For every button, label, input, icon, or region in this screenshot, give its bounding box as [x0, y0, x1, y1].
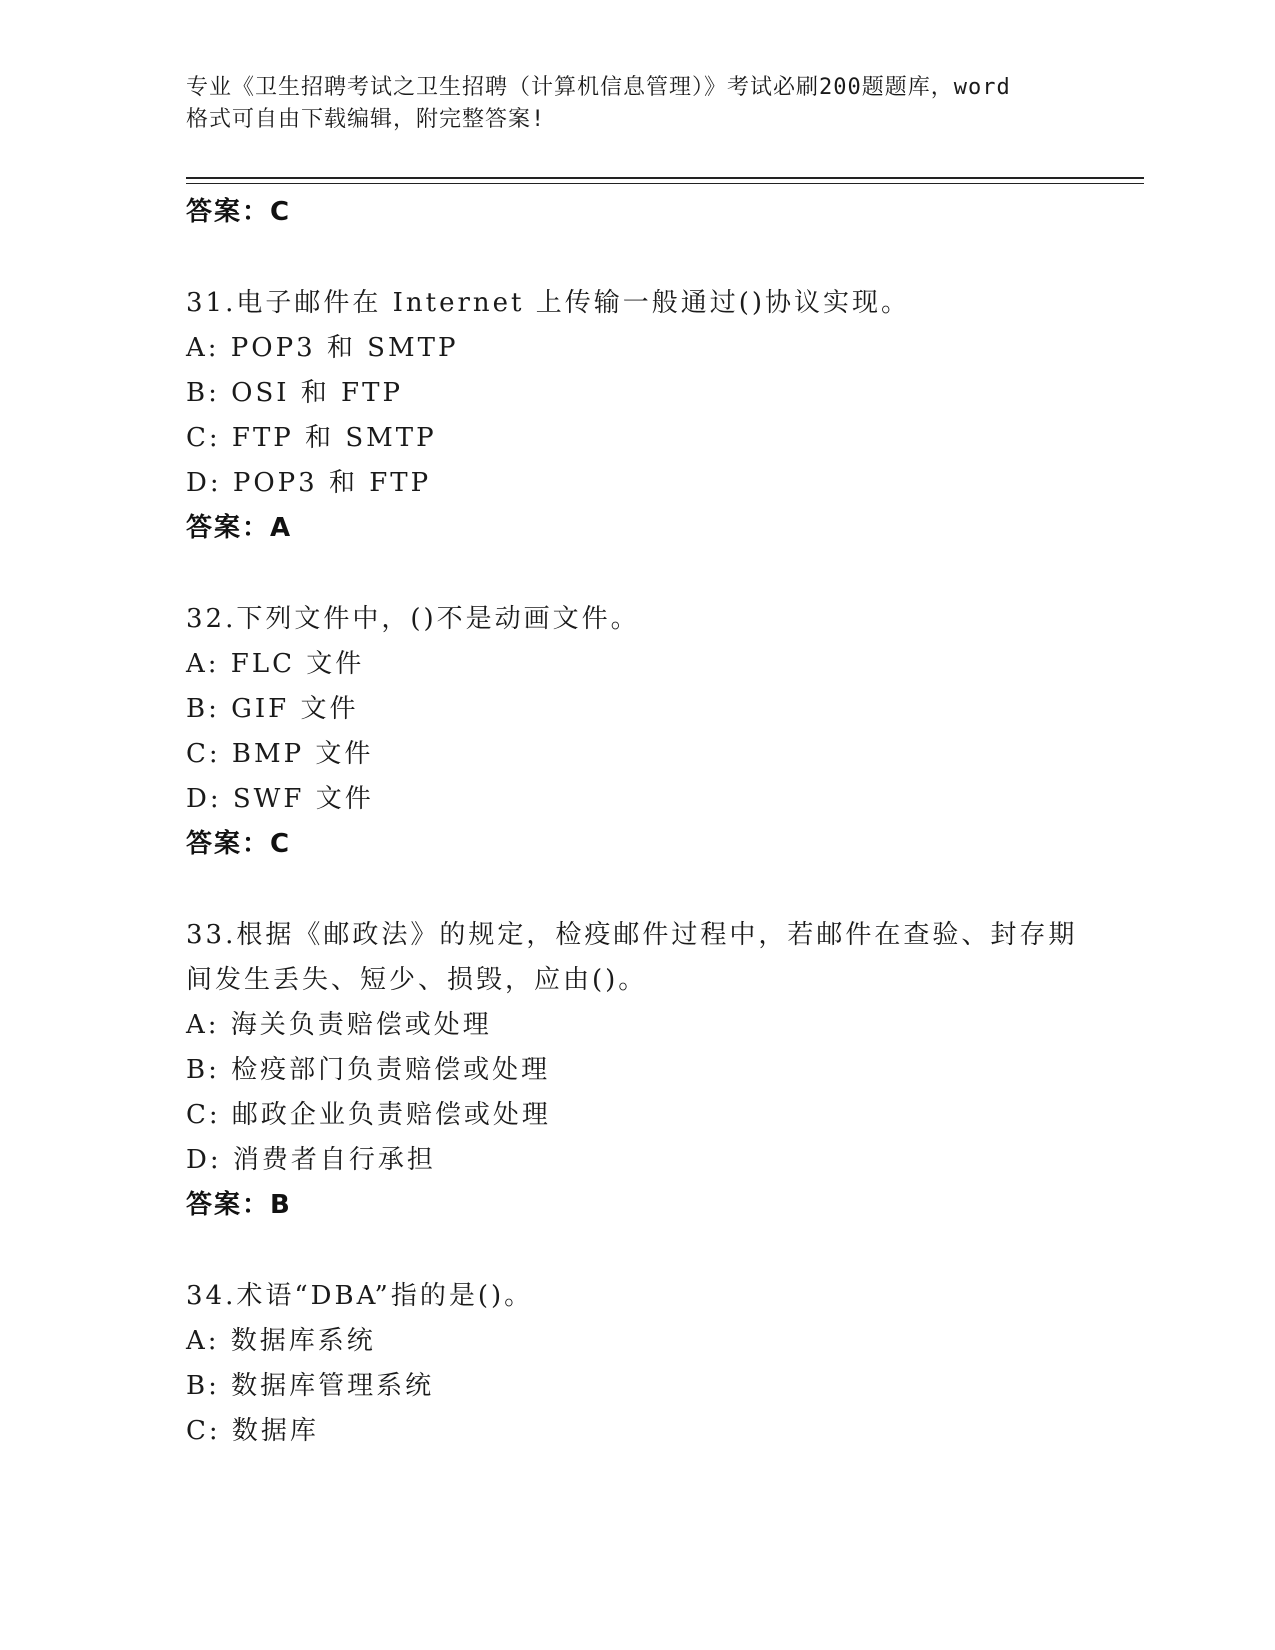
- question-stem: 34.术语“DBA”指的是()。: [186, 1281, 534, 1311]
- option-a: A: 海关负责赔偿或处理: [186, 1010, 492, 1040]
- option-d: D: SWF 文件: [186, 784, 374, 814]
- previous-answer: 答案：C: [186, 197, 292, 227]
- option-c: C: 数据库: [186, 1416, 319, 1446]
- question-block: [186, 597, 1106, 867]
- spacer: [186, 235, 1106, 281]
- question-block: [186, 281, 1106, 551]
- option-a: A: FLC 文件: [186, 649, 365, 679]
- option-b: B: 检疫部门负责赔偿或处理: [186, 1055, 551, 1085]
- question-stem: 31.电子邮件在 Internet 上传输一般通过()协议实现。: [186, 288, 911, 318]
- document-header: [186, 72, 1086, 136]
- header-divider-thick: [186, 177, 1144, 179]
- answer-label: 答案：B: [186, 1190, 292, 1220]
- spacer: [186, 551, 1106, 597]
- option-c: C: 邮政企业负责赔偿或处理: [186, 1100, 551, 1130]
- option-a: A: POP3 和 SMTP: [186, 333, 459, 363]
- question-list: [186, 190, 1106, 1454]
- option-c: C: FTP 和 SMTP: [186, 423, 437, 453]
- header-line-2: 格式可自由下载编辑，附完整答案!: [186, 107, 546, 132]
- header-divider-thin: [186, 183, 1144, 184]
- answer-label: 答案：C: [186, 829, 292, 859]
- question-stem: 32.下列文件中，()不是动画文件。: [186, 604, 640, 634]
- option-d: D: 消费者自行承担: [186, 1145, 436, 1175]
- option-c: C: BMP 文件: [186, 739, 374, 769]
- question-block: [186, 913, 1106, 1228]
- option-b: B: 数据库管理系统: [186, 1371, 435, 1401]
- spacer: [186, 1228, 1106, 1274]
- question-block: [186, 1274, 1106, 1454]
- answer-label: 答案：A: [186, 513, 293, 543]
- spacer: [186, 867, 1106, 913]
- option-a: A: 数据库系统: [186, 1326, 376, 1356]
- option-b: B: GIF 文件: [186, 694, 359, 724]
- option-b: B: OSI 和 FTP: [186, 378, 403, 408]
- question-stem-line-2: 间发生丢失、短少、损毁，应由()。: [186, 965, 648, 995]
- question-stem-line-1: 33.根据《邮政法》的规定，检疫邮件过程中，若邮件在查验、封存期: [186, 920, 1078, 950]
- option-d: D: POP3 和 FTP: [186, 468, 432, 498]
- header-line-1: 专业《卫生招聘考试之卫生招聘（计算机信息管理）》考试必刷200题题库，word: [186, 75, 1011, 100]
